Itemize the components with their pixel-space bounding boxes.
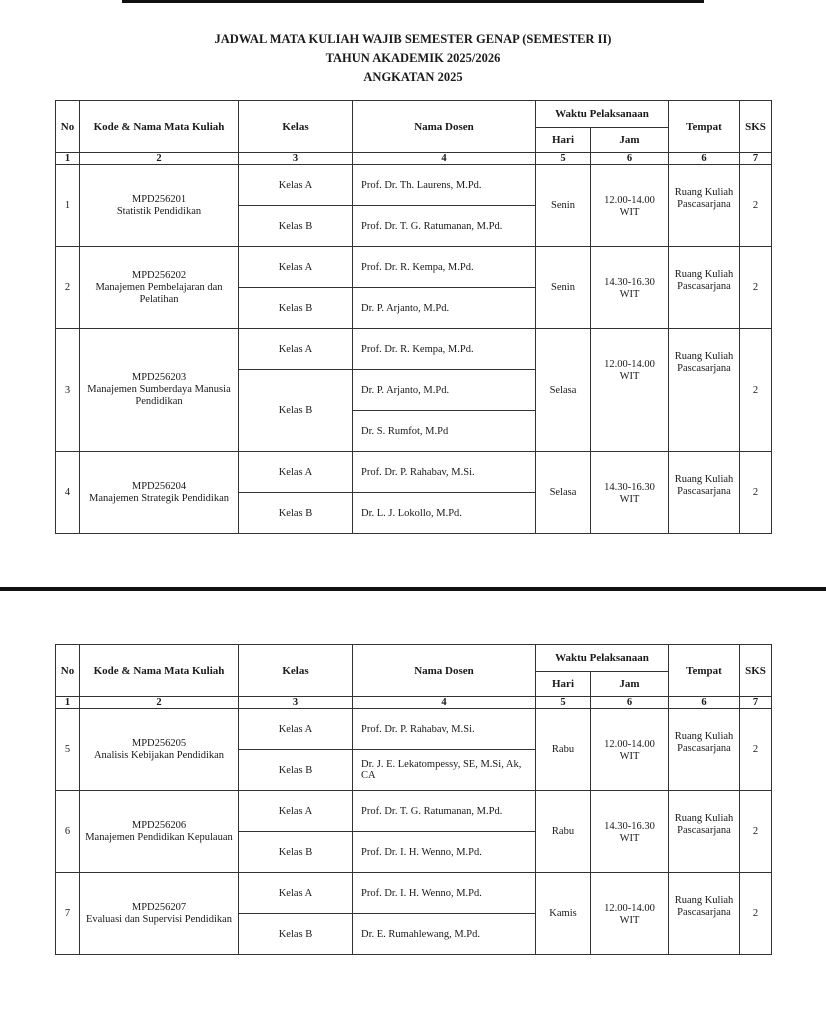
course-cell bbox=[80, 247, 239, 329]
jam-cell bbox=[591, 452, 669, 534]
course-name: Evaluasi dan Supervisi Pendidikan bbox=[85, 913, 233, 925]
hari-cell: Senin bbox=[536, 165, 591, 247]
tempat-text: Ruang Kuliah Pascasarjana bbox=[674, 813, 734, 836]
course-cell bbox=[80, 791, 239, 873]
course-number: 2 bbox=[56, 247, 80, 329]
table-row bbox=[56, 791, 772, 832]
tempat-cell bbox=[669, 165, 740, 247]
col-sks-header: SKS bbox=[740, 101, 772, 153]
course-name: Manajemen Strategik Pendidikan bbox=[89, 492, 229, 504]
course-number: 4 bbox=[56, 452, 80, 534]
course-cell bbox=[80, 452, 239, 534]
course-number: 7 bbox=[56, 873, 80, 955]
dosen-cell: Dr. P. Arjanto, M.Pd. bbox=[353, 288, 536, 329]
tempat-text: Ruang Kuliah Pascasarjana bbox=[674, 351, 734, 374]
course-name: Statistik Pendidikan bbox=[116, 205, 202, 217]
course-code: MPD256206 bbox=[131, 819, 187, 831]
dosen-cell: Prof. Dr. P. Rahabav, M.Si. bbox=[353, 709, 536, 750]
column-number: 5 bbox=[536, 153, 591, 165]
course-number: 3 bbox=[56, 329, 80, 452]
table-row bbox=[56, 873, 772, 914]
table-row bbox=[56, 452, 772, 493]
column-number: 6 bbox=[669, 153, 740, 165]
dosen-cell: Prof. Dr. I. H. Wenno, M.Pd. bbox=[353, 832, 536, 873]
dosen-cell: Dr. S. Rumfot, M.Pd bbox=[353, 411, 536, 452]
jam-text: 14.30-16.30 WIT bbox=[604, 277, 655, 300]
dosen-cell: Dr. P. Arjanto, M.Pd. bbox=[353, 370, 536, 411]
course-cell bbox=[80, 329, 239, 452]
column-number: 2 bbox=[80, 697, 239, 709]
kelas-cell: Kelas B bbox=[239, 832, 353, 873]
tempat-text: Ruang Kuliah Pascasarjana bbox=[674, 269, 734, 292]
column-number: 1 bbox=[56, 153, 80, 165]
col-waktu-header: Waktu Pelaksanaan bbox=[536, 101, 669, 128]
dosen-cell: Dr. E. Rumahlewang, M.Pd. bbox=[353, 914, 536, 955]
hari-cell: Senin bbox=[536, 247, 591, 329]
col-dosen-header: Nama Dosen bbox=[353, 101, 536, 153]
col-waktu-header: Waktu Pelaksanaan bbox=[536, 645, 669, 672]
dosen-cell: Prof. Dr. T. G. Ratumanan, M.Pd. bbox=[353, 791, 536, 832]
tempat-cell bbox=[669, 247, 740, 329]
column-number: 7 bbox=[740, 153, 772, 165]
dosen-cell: Dr. L. J. Lokollo, M.Pd. bbox=[353, 493, 536, 534]
sks-cell: 2 bbox=[740, 873, 772, 955]
course-number: 1 bbox=[56, 165, 80, 247]
jam-text: 12.00-14.00 WIT bbox=[604, 359, 655, 382]
course-name: Manajemen Sumberdaya Manusia Pendidikan bbox=[87, 384, 231, 407]
hari-cell: Selasa bbox=[536, 329, 591, 452]
column-number: 7 bbox=[740, 697, 772, 709]
kelas-cell: Kelas B bbox=[239, 493, 353, 534]
jam-text: 12.00-14.00 WIT bbox=[604, 739, 655, 762]
dosen-cell: Prof. Dr. T. G. Ratumanan, M.Pd. bbox=[353, 206, 536, 247]
kelas-cell: Kelas A bbox=[239, 873, 353, 914]
jam-text: 12.00-14.00 WIT bbox=[604, 195, 655, 218]
jam-cell bbox=[591, 873, 669, 955]
table-row bbox=[56, 165, 772, 206]
column-number: 4 bbox=[353, 697, 536, 709]
hari-cell: Selasa bbox=[536, 452, 591, 534]
kelas-cell: Kelas B bbox=[239, 370, 353, 452]
kelas-cell: Kelas A bbox=[239, 329, 353, 370]
course-code: MPD256202 bbox=[131, 269, 187, 281]
kelas-cell: Kelas A bbox=[239, 452, 353, 493]
tempat-cell bbox=[669, 452, 740, 534]
kelas-cell: Kelas B bbox=[239, 914, 353, 955]
column-number: 1 bbox=[56, 697, 80, 709]
tempat-text: Ruang Kuliah Pascasarjana bbox=[674, 731, 734, 754]
hari-cell: Kamis bbox=[536, 873, 591, 955]
col-no-header: No bbox=[56, 645, 80, 697]
course-cell bbox=[80, 709, 239, 791]
jam-text: 14.30-16.30 WIT bbox=[604, 821, 655, 844]
col-hari-header: Hari bbox=[536, 128, 591, 153]
tempat-cell bbox=[669, 791, 740, 873]
sks-cell: 2 bbox=[740, 247, 772, 329]
course-name: Manajemen Pembelajaran dan Pelatihan bbox=[95, 281, 223, 305]
column-number: 6 bbox=[591, 153, 669, 165]
col-jam-header: Jam bbox=[591, 128, 669, 153]
tempat-cell bbox=[669, 329, 740, 452]
column-number: 6 bbox=[669, 697, 740, 709]
col-hari-header: Hari bbox=[536, 672, 591, 697]
title-line-1: JADWAL MATA KULIAH WAJIB SEMESTER GENAP (SEMESTER II) bbox=[214, 32, 612, 46]
dosen-cell: Prof. Dr. Th. Laurens, M.Pd. bbox=[353, 165, 536, 206]
dosen-cell: Prof. Dr. R. Kempa, M.Pd. bbox=[353, 329, 536, 370]
col-tempat-header: Tempat bbox=[669, 101, 740, 153]
col-kelas-header: Kelas bbox=[239, 645, 353, 697]
kelas-cell: Kelas A bbox=[239, 709, 353, 750]
sks-cell: 2 bbox=[740, 709, 772, 791]
course-number: 6 bbox=[56, 791, 80, 873]
header-row bbox=[56, 101, 772, 128]
dosen-cell: Dr. J. E. Lekatompessy, SE, M.Si, Ak, CA bbox=[353, 750, 536, 791]
kelas-cell: Kelas B bbox=[239, 288, 353, 329]
table-row bbox=[56, 329, 772, 370]
col-no-header: No bbox=[56, 101, 80, 153]
col-course-header: Kode & Nama Mata Kuliah bbox=[80, 645, 239, 697]
column-number: 3 bbox=[239, 697, 353, 709]
kelas-cell: Kelas B bbox=[239, 206, 353, 247]
schedule-table-page-1 bbox=[55, 100, 772, 534]
dosen-cell: Prof. Dr. P. Rahabav, M.Si. bbox=[353, 452, 536, 493]
table-row bbox=[56, 247, 772, 288]
col-jam-header: Jam bbox=[591, 672, 669, 697]
hari-cell: Rabu bbox=[536, 791, 591, 873]
column-number: 2 bbox=[80, 153, 239, 165]
schedule-table-page-2 bbox=[55, 644, 772, 955]
course-code: MPD256207 bbox=[131, 901, 187, 913]
sks-cell: 2 bbox=[740, 165, 772, 247]
col-tempat-header: Tempat bbox=[669, 645, 740, 697]
sks-cell: 2 bbox=[740, 791, 772, 873]
jam-cell bbox=[591, 709, 669, 791]
col-sks-header: SKS bbox=[740, 645, 772, 697]
title-line-3: ANGKATAN 2025 bbox=[363, 70, 463, 84]
col-kelas-header: Kelas bbox=[239, 101, 353, 153]
course-name: Manajemen Pendidikan Kepulauan bbox=[85, 831, 233, 843]
header-row bbox=[56, 645, 772, 672]
kelas-cell: Kelas B bbox=[239, 750, 353, 791]
column-number: 6 bbox=[591, 697, 669, 709]
course-cell bbox=[80, 165, 239, 247]
kelas-cell: Kelas A bbox=[239, 791, 353, 832]
tempat-cell bbox=[669, 709, 740, 791]
jam-text: 14.30-16.30 WIT bbox=[604, 482, 655, 505]
jam-cell bbox=[591, 247, 669, 329]
jam-cell bbox=[591, 329, 669, 452]
sks-cell: 2 bbox=[740, 452, 772, 534]
dosen-cell: Prof. Dr. I. H. Wenno, M.Pd. bbox=[353, 873, 536, 914]
col-dosen-header: Nama Dosen bbox=[353, 645, 536, 697]
sks-cell: 2 bbox=[740, 329, 772, 452]
jam-cell bbox=[591, 165, 669, 247]
column-number-row bbox=[56, 697, 772, 709]
tempat-cell bbox=[669, 873, 740, 955]
table-row bbox=[56, 709, 772, 750]
title-line-2: TAHUN AKADEMIK 2025/2026 bbox=[325, 51, 501, 65]
dosen-cell: Prof. Dr. R. Kempa, M.Pd. bbox=[353, 247, 536, 288]
course-code: MPD256204 bbox=[131, 480, 187, 492]
kelas-cell: Kelas A bbox=[239, 247, 353, 288]
kelas-cell: Kelas A bbox=[239, 165, 353, 206]
jam-text: 12.00-14.00 WIT bbox=[604, 903, 655, 926]
course-code: MPD256201 bbox=[131, 193, 187, 205]
col-course-header: Kode & Nama Mata Kuliah bbox=[80, 101, 239, 153]
course-code: MPD256203 bbox=[131, 372, 187, 383]
course-name: Analisis Kebijakan Pendidikan bbox=[93, 749, 225, 761]
column-number: 3 bbox=[239, 153, 353, 165]
course-cell bbox=[80, 873, 239, 955]
jam-cell bbox=[591, 791, 669, 873]
document-title bbox=[0, 30, 826, 87]
column-number-row bbox=[56, 153, 772, 165]
tempat-text: Ruang Kuliah Pascasarjana bbox=[674, 187, 734, 210]
column-number: 5 bbox=[536, 697, 591, 709]
tempat-text: Ruang Kuliah Pascasarjana bbox=[674, 474, 734, 497]
column-number: 4 bbox=[353, 153, 536, 165]
page-break-rule bbox=[0, 587, 826, 591]
hari-cell: Rabu bbox=[536, 709, 591, 791]
course-code: MPD256205 bbox=[131, 737, 187, 749]
tempat-text: Ruang Kuliah Pascasarjana bbox=[674, 895, 734, 918]
course-number: 5 bbox=[56, 709, 80, 791]
top-rule-line bbox=[122, 0, 704, 3]
